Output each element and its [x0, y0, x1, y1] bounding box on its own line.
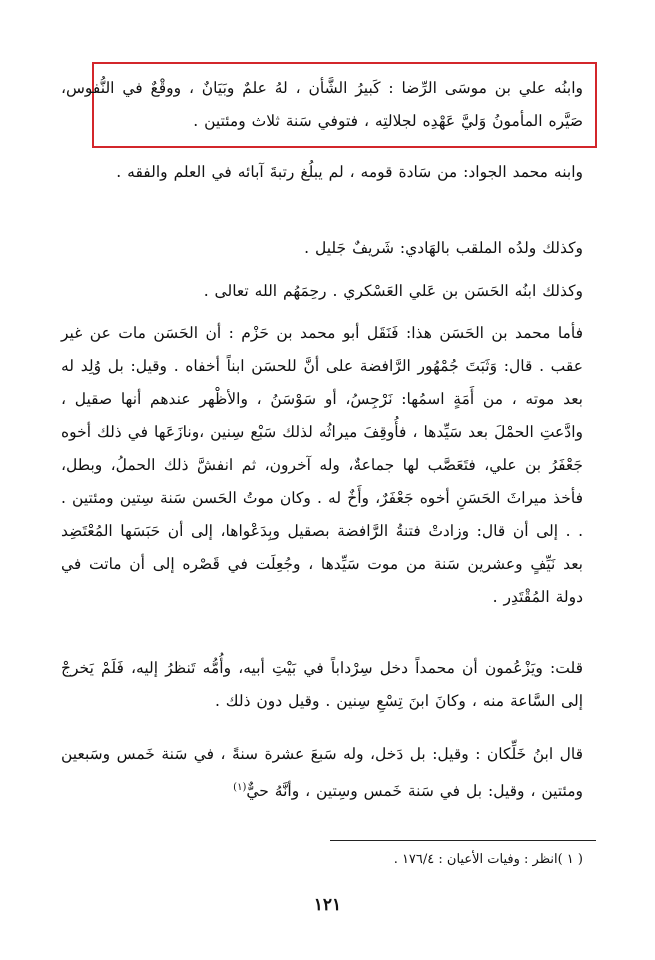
footnote-divider: [330, 840, 596, 841]
paragraph-muhammad-ibn-al-hasan: فأما محمد بن الحَسَن هذا: فَنَقَل أبو محمد بن حَزْم : أن الحَسَن مات عن غير عقب . قال: وَثَبَتَ جُمْهُور الرَّافضة على أنَّ للحسَن ابناً أخفاه . وقيل: بل وُلِد له بعد موته ، من أَمَةٍ اسمُها: نَرْجِسُ، أو سَوْسَنُ ، والأظْهر عندهم أنها صقيل ، وادَّعتِ الحمْلَ بعد سَيِّدها ، فأُوقِفَ ميراثُه لذلك سَبْع سِنين ،ونازَعَها في ذلك أخوه جَعْفَرُ بن علي، فتَعَصَّب لها جماعةٌ، وله آخرون، ثم انفشَّ ذلك الحملُ، وبطل، فأخذ ميراثَ الحَسَنِ أخوه جَعْفَرٌ، وأَخٌ له . وكان موتُ الحَسن سَنة سِتين ومئتين . . . إلى أن قال: وزادتْ فتنةُ الرَّافضة بصقيل وبِدَعْواها، إلى أن حَبَسَها المُعْتَضِد بعد نَيِّفٍ وعشرين سَنة من موت سَيِّدها ، وجُعِلَت في قَصْره إلى أن ماتت في دولة المُقْتَدِر .: [61, 324, 583, 606]
paragraph-al-askari: وكذلك ابنُه الحَسَن بن عَلي العَسْكري . رحِمَهُم الله تعالى .: [203, 282, 583, 300]
paragraph-ibn-khallikan: [61, 738, 583, 808]
paragraph-ali-al-rida: وابنُه علي بن موسَى الرِّضا : كَبيرُ الشَّأن ، لهُ علمٌ وبَيَانٌ ، ووقْعٌ في النُّفوس، صَيَّره المأمونُ وَليَّ عَهْدِه لجلالتِه ، فتوفي سَنة ثلاث ومئتين .: [61, 79, 583, 130]
paragraph-ibn-khallikan-text: قال ابنُ خَلِّكان : وقيل: بل دَخل، وله سَبعَ عشرة سنةً ، في سَنة خَمس وسَبعين ومئتين ، وقيل: بل في سَنة خَمس وسِتين ، وأنَّهُ حيٌّ: [61, 745, 583, 801]
footnote: ( ١ )انظر : وفيات الأعيان : ١٧٦/٤ .: [393, 852, 583, 867]
page-number: ١٢١: [313, 895, 342, 915]
footnote-marker: (١): [233, 782, 247, 793]
paragraph-muhammad-al-jawad: وابنه محمد الجواد: من سَادة قومه ، لم يبلُغ رتبةَ آبائه في العلم والفقه .: [116, 163, 583, 181]
paragraph-al-hadi: وكذلك ولدُه الملقب بالهَادي: شَريفٌ جَليل .: [304, 239, 583, 257]
paragraph-sirdab: قلت: ويَزْعُمون أن محمداً دخل سِرْداباً في بَيْتِ أبيه، وأُمُّه تَنظرُ إليه، فَلَمْ يَخرجْ إلى السَّاعة منه ، وكانَ ابنَ تِسْعِ سِنين . وقيل دون ذلك .: [61, 659, 583, 710]
